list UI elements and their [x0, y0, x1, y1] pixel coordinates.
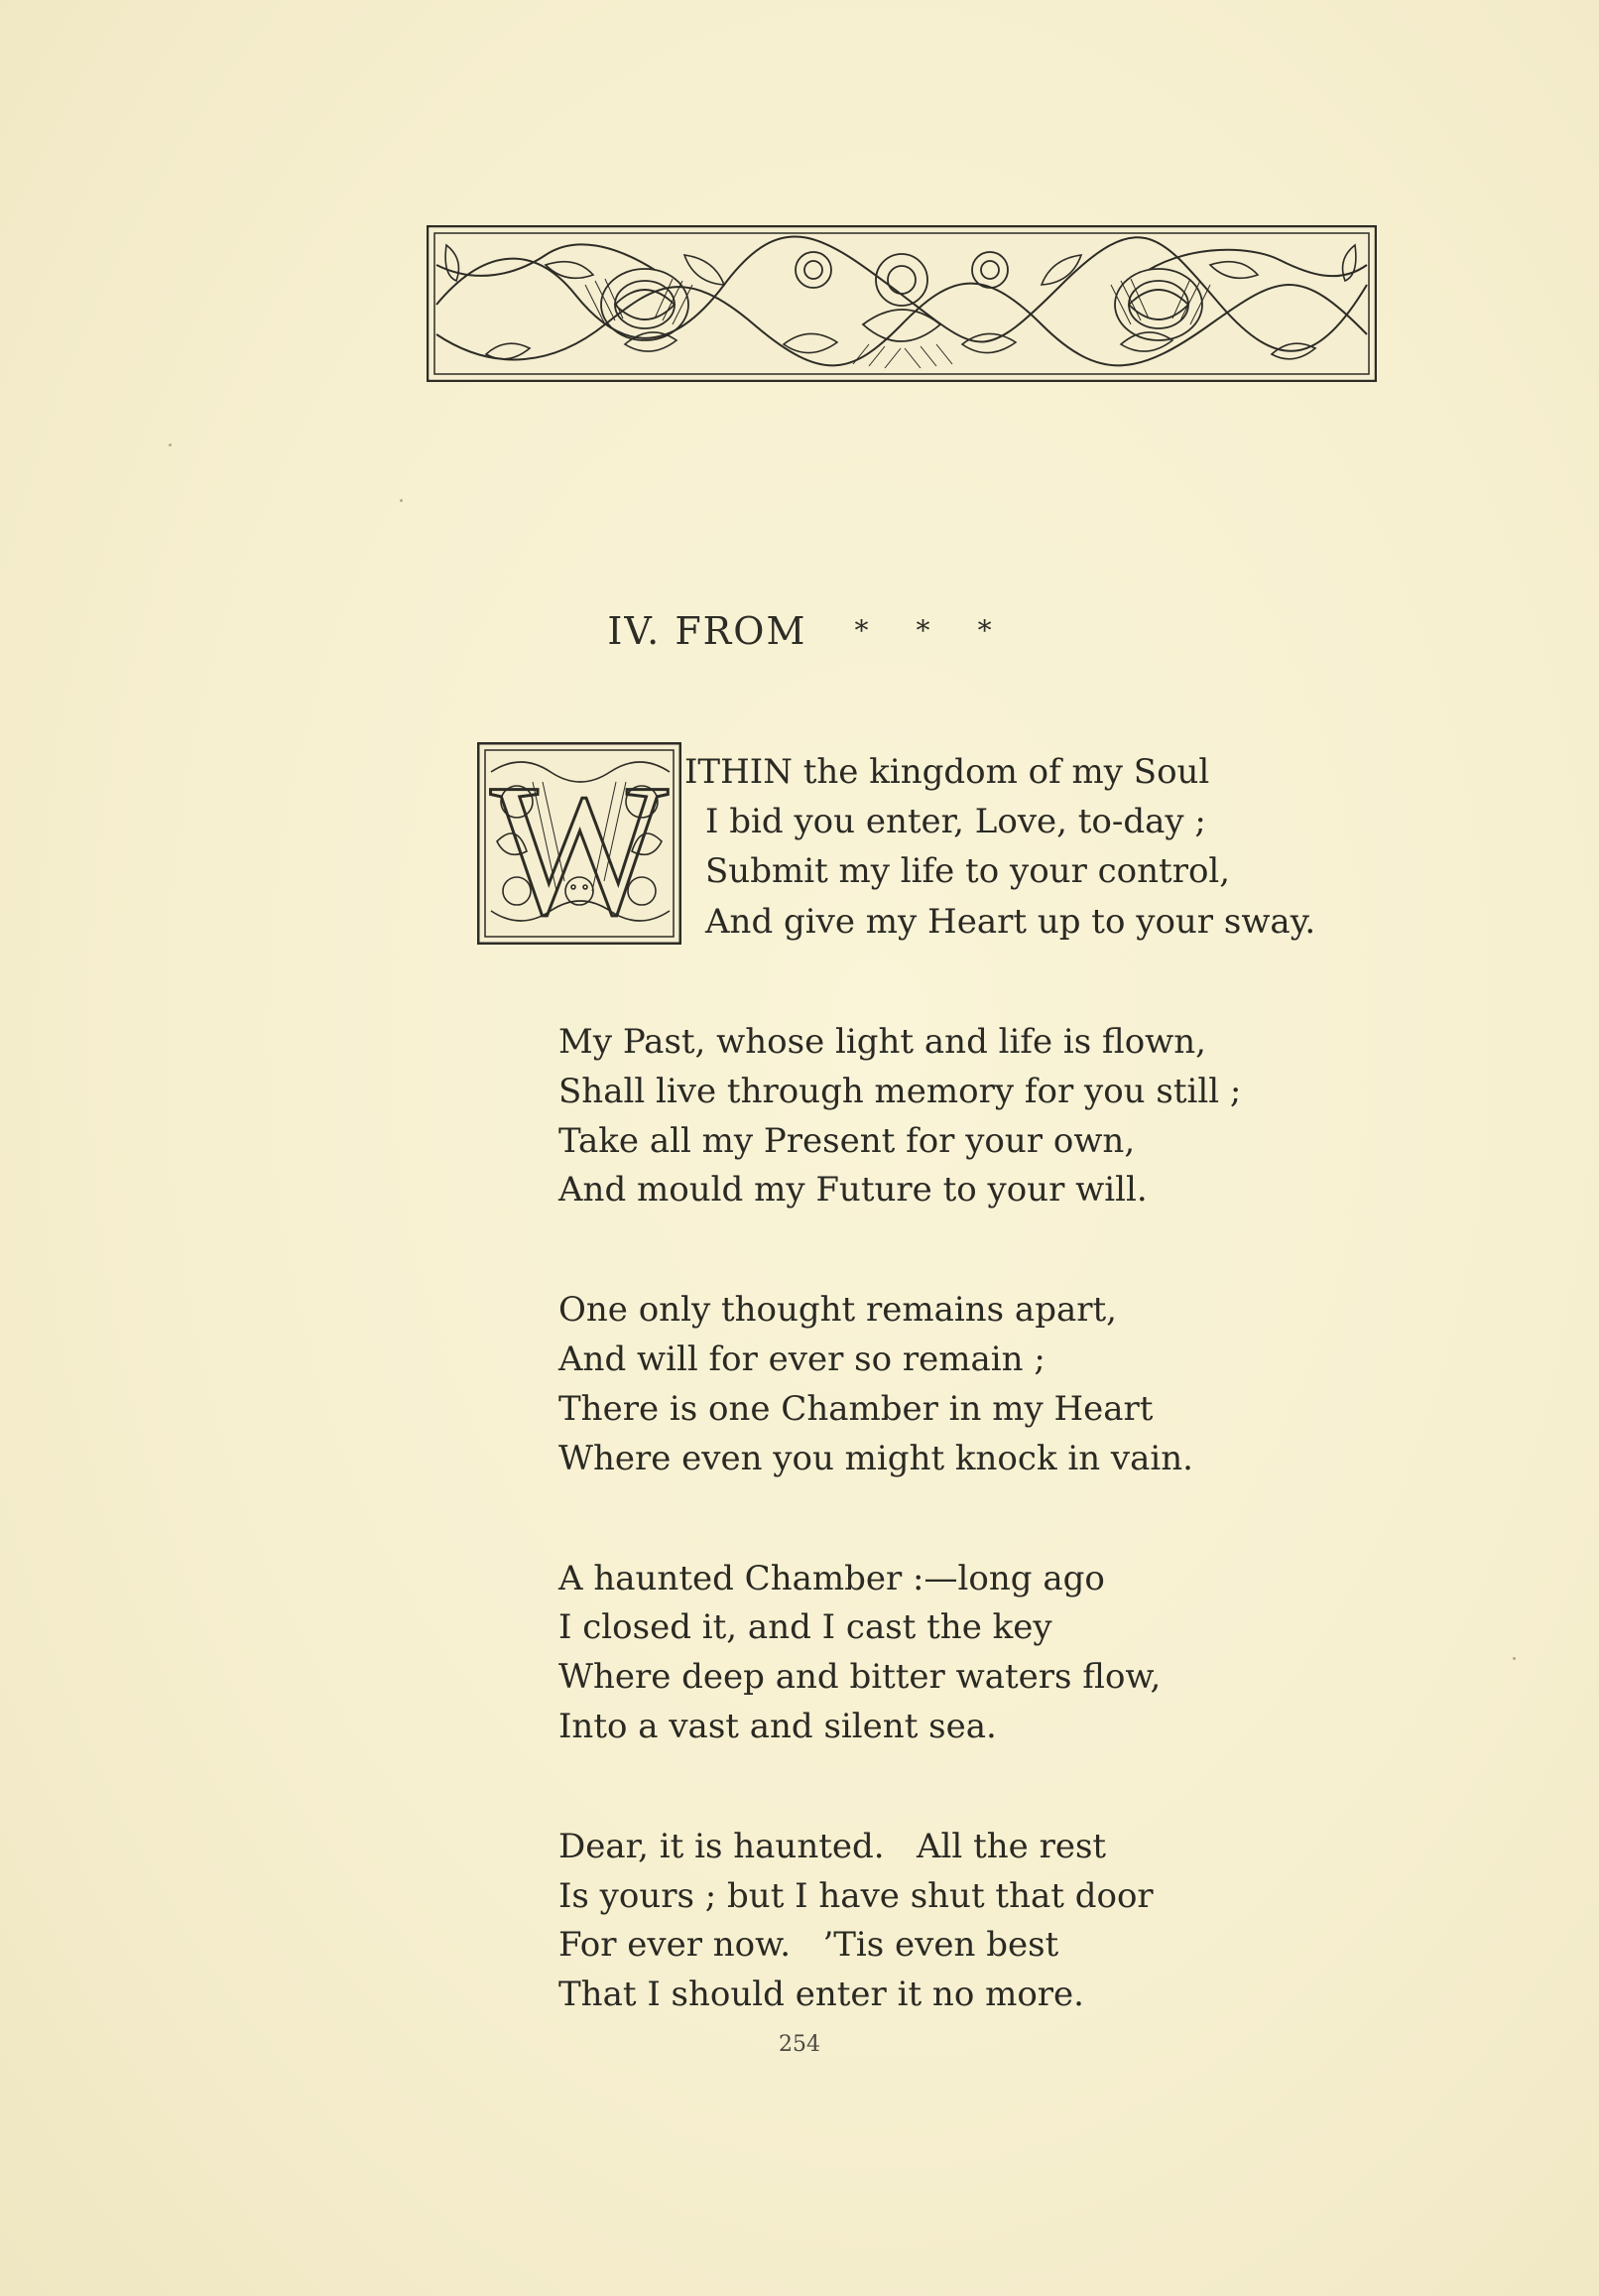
drop-cap-letter: W [490, 746, 669, 945]
paper-speck [400, 499, 403, 502]
stanza-3-line-2: And will for ever so remain ; [558, 1339, 1046, 1379]
ornamental-headpiece [427, 225, 1377, 382]
stanza-2-line-2: Shall live through memory for you still ; [558, 1072, 1242, 1111]
title-asterisk: * [916, 614, 930, 647]
stanza-1-line-3: Submit my life to your control, [705, 851, 1231, 891]
stanza-2-line-4: And mould my Future to your will. [558, 1170, 1148, 1210]
paper-speck [1513, 1657, 1516, 1660]
paper-speck [169, 444, 172, 446]
stanza-2-line-1: My Past, whose light and life is flown, [558, 1022, 1206, 1062]
stanza-4-line-2: I closed it, and I cast the key [558, 1607, 1052, 1647]
page-number: 254 [779, 2032, 820, 2057]
stanza-4-line-3: Where deep and bitter waters flow, [558, 1657, 1162, 1697]
stanza-1-line-4: And give my Heart up to your sway. [705, 902, 1316, 942]
stanza-5-line-2: Is yours ; but I have shut that door [558, 1876, 1154, 1916]
stanza-1-line-2: I bid you enter, Love, to-day ; [705, 802, 1206, 841]
stanza-5-line-4: That I should enter it no more. [558, 1975, 1084, 2014]
title-asterisk: * [977, 614, 992, 647]
poem-title [0, 609, 1599, 653]
stanza-4-line-4: Into a vast and silent sea. [558, 1707, 997, 1746]
drop-cap-w [477, 742, 681, 945]
title-asterisk: * [854, 614, 869, 647]
stanza-3-line-3: There is one Chamber in my Heart [558, 1389, 1154, 1429]
stanza-5-line-1: Dear, it is haunted. All the rest [558, 1827, 1107, 1866]
stanza-3-line-4: Where even you might knock in vain. [558, 1439, 1193, 1478]
stanza-4-line-1: A haunted Chamber :—long ago [558, 1559, 1105, 1598]
poem-title-text: IV. FROM [607, 609, 807, 653]
stanza-2-line-3: Take all my Present for your own, [558, 1121, 1136, 1161]
stanza-3-line-1: One only thought remains apart, [558, 1290, 1117, 1330]
stanza-1-line-1: ITHIN the kingdom of my Soul [684, 752, 1210, 792]
stanza-5-line-3: For ever now. ’Tis even best [558, 1925, 1059, 1965]
